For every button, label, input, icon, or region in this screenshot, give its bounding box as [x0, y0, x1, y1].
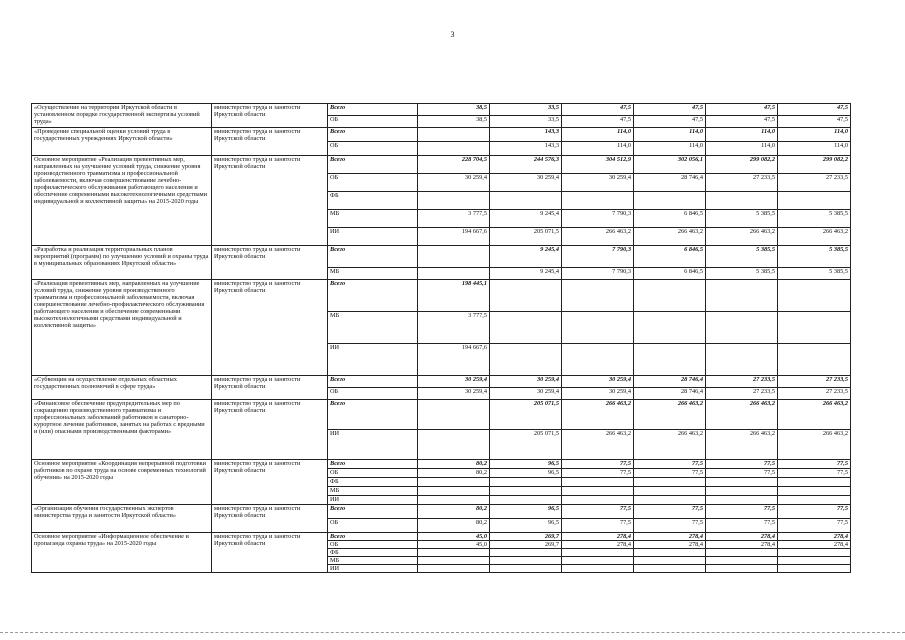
- amount-cell: [490, 565, 562, 573]
- executor: министерство труда и занятости Иркутской области: [212, 246, 328, 280]
- amount-cell: 5 385,5: [778, 246, 851, 268]
- executor: министерство труда и занятости Иркутской области: [212, 400, 328, 460]
- funding-source: ОБ: [328, 116, 418, 128]
- amount-cell: 299 082,2: [778, 156, 851, 174]
- amount-cell: 77,5: [634, 469, 706, 478]
- executor: министерство труда и занятости Иркутской области: [212, 280, 328, 376]
- amount-cell: 27 233,5: [706, 388, 778, 400]
- amount-cell: 30 259,4: [418, 174, 490, 192]
- funding-source: Всего: [328, 505, 418, 519]
- amount-cell: [706, 549, 778, 557]
- executor: министерство труда и занятости Иркутской области: [212, 505, 328, 533]
- amount-cell: [706, 312, 778, 344]
- amount-cell: 30 259,4: [490, 174, 562, 192]
- amount-cell: [634, 496, 706, 505]
- executor: министерство труда и занятости Иркутской области: [212, 533, 328, 573]
- funding-source: ИИ: [328, 496, 418, 505]
- amount-cell: 47,5: [706, 116, 778, 128]
- amount-cell: [562, 487, 634, 496]
- amount-cell: 47,5: [634, 104, 706, 116]
- amount-cell: 47,5: [562, 104, 634, 116]
- amount-cell: 38,5: [418, 104, 490, 116]
- amount-cell: [778, 312, 851, 344]
- amount-cell: 96,5: [490, 505, 562, 519]
- amount-cell: 27 233,5: [706, 174, 778, 192]
- amount-cell: 80,2: [418, 469, 490, 478]
- activity-name: «Реализация превентивных мер, направленных на улучшение условий труда, снижение уровня производственного травматизма и профессиональной заболеваемости, включая совершенствование лечебно-профилактического обслуживания работающего населения и обеспечение современными высокотехнологичными средствами индивидуальной и коллективной защиты»: [32, 280, 212, 376]
- amount-cell: [634, 192, 706, 210]
- amount-cell: 6 846,5: [634, 210, 706, 228]
- funding-source: ИИ: [328, 565, 418, 573]
- amount-cell: [778, 565, 851, 573]
- amount-cell: [490, 557, 562, 565]
- amount-cell: 47,5: [634, 116, 706, 128]
- amount-cell: 3 777,5: [418, 312, 490, 344]
- executor: министерство труда и занятости Иркутской области: [212, 156, 328, 246]
- amount-cell: [706, 280, 778, 312]
- amount-cell: 33,5: [490, 116, 562, 128]
- amount-cell: 5 385,5: [706, 268, 778, 280]
- amount-cell: 114,0: [778, 142, 851, 156]
- activity-name: «Разработка и реализация территориальных планов мероприятий (программ) по улучшению условий и охраны труда в муниципальных образованиях Иркутской области»: [32, 246, 212, 280]
- table-row: [32, 280, 851, 312]
- amount-cell: 278,4: [778, 541, 851, 549]
- amount-cell: 114,0: [562, 128, 634, 142]
- activity-name: Основное мероприятие «Информационное обеспечение и пропаганда охраны труда» на 2015-2020 годы: [32, 533, 212, 573]
- funding-source: МБ: [328, 557, 418, 565]
- amount-cell: [778, 280, 851, 312]
- amount-cell: 77,5: [634, 460, 706, 469]
- amount-cell: 5 385,5: [778, 210, 851, 228]
- amount-cell: 77,5: [562, 519, 634, 533]
- amount-cell: [706, 344, 778, 376]
- amount-cell: 194 667,6: [418, 228, 490, 246]
- amount-cell: 33,5: [490, 104, 562, 116]
- amount-cell: 266 463,2: [706, 430, 778, 460]
- amount-cell: [418, 487, 490, 496]
- funding-source: Всего: [328, 156, 418, 174]
- amount-cell: [418, 496, 490, 505]
- amount-cell: [490, 344, 562, 376]
- amount-cell: 9 245,4: [490, 246, 562, 268]
- executor: министерство труда и занятости Иркутской области: [212, 460, 328, 505]
- page-bottom-edge: [0, 632, 905, 633]
- amount-cell: [562, 192, 634, 210]
- activity-name: «Субвенции на осуществление отдельных областных государственных полномочий в сфере труда»: [32, 376, 212, 400]
- amount-cell: 9 245,4: [490, 268, 562, 280]
- amount-cell: 299 082,2: [706, 156, 778, 174]
- funding-source: ОБ: [328, 174, 418, 192]
- amount-cell: 47,5: [562, 116, 634, 128]
- amount-cell: 28 746,4: [634, 388, 706, 400]
- amount-cell: 38,5: [418, 116, 490, 128]
- amount-cell: [418, 246, 490, 268]
- amount-cell: 28 746,4: [634, 376, 706, 388]
- amount-cell: 114,0: [634, 142, 706, 156]
- amount-cell: 278,4: [634, 533, 706, 541]
- amount-cell: [706, 496, 778, 505]
- funding-source: Всего: [328, 104, 418, 116]
- amount-cell: 77,5: [562, 505, 634, 519]
- amount-cell: 278,4: [706, 533, 778, 541]
- amount-cell: 45,0: [418, 533, 490, 541]
- amount-cell: 7 790,3: [562, 210, 634, 228]
- amount-cell: 266 463,2: [706, 228, 778, 246]
- amount-cell: 96,5: [490, 519, 562, 533]
- amount-cell: 9 245,4: [490, 210, 562, 228]
- funding-source: ОБ: [328, 388, 418, 400]
- table-row: [32, 246, 851, 268]
- amount-cell: 77,5: [706, 505, 778, 519]
- amount-cell: 30 259,4: [562, 174, 634, 192]
- amount-cell: 205 071,5: [490, 430, 562, 460]
- amount-cell: [778, 487, 851, 496]
- amount-cell: 7 790,3: [562, 268, 634, 280]
- amount-cell: 6 846,5: [634, 268, 706, 280]
- amount-cell: [634, 280, 706, 312]
- activity-name: Основное мероприятие «Координация непрерывной подготовки работников по охране труда на основе современных технологий обучения» на 2015-2020 годы: [32, 460, 212, 505]
- amount-cell: 228 704,5: [418, 156, 490, 174]
- amount-cell: [634, 478, 706, 487]
- funding-source: ОБ: [328, 519, 418, 533]
- amount-cell: 143,3: [490, 142, 562, 156]
- amount-cell: 80,2: [418, 460, 490, 469]
- amount-cell: 30 259,4: [418, 388, 490, 400]
- amount-cell: [418, 400, 490, 430]
- amount-cell: 47,5: [778, 116, 851, 128]
- amount-cell: 266 463,2: [634, 228, 706, 246]
- table-row: [32, 505, 851, 519]
- funding-source: МБ: [328, 210, 418, 228]
- amount-cell: [418, 549, 490, 557]
- amount-cell: [634, 487, 706, 496]
- amount-cell: 77,5: [706, 469, 778, 478]
- amount-cell: [634, 312, 706, 344]
- amount-cell: [778, 496, 851, 505]
- amount-cell: 114,0: [634, 128, 706, 142]
- funding-source: ФБ: [328, 192, 418, 210]
- amount-cell: 114,0: [706, 128, 778, 142]
- amount-cell: [490, 312, 562, 344]
- amount-cell: 77,5: [562, 469, 634, 478]
- amount-cell: 205 071,5: [490, 400, 562, 430]
- amount-cell: [778, 478, 851, 487]
- amount-cell: [562, 312, 634, 344]
- amount-cell: 278,4: [562, 541, 634, 549]
- activity-name: Основное мероприятие «Реализация превентивных мер, направленных на улучшение условий труда, снижение уровня производственного травматизма и профессиональной заболеваемости, включая совершенствование лечебно-профилактического обслуживания работающего населения и обеспечение современными высокотехнологичными средствами индивидуальной и коллективной защиты» на 2015-2020 годы: [32, 156, 212, 246]
- table-row: [32, 400, 851, 430]
- amount-cell: [778, 344, 851, 376]
- amount-cell: 77,5: [562, 460, 634, 469]
- table-row: [32, 128, 851, 142]
- amount-cell: 27 233,5: [778, 376, 851, 388]
- amount-cell: 266 463,2: [706, 400, 778, 430]
- funding-source: ИИ: [328, 430, 418, 460]
- amount-cell: 96,5: [490, 469, 562, 478]
- amount-cell: 5 385,5: [778, 268, 851, 280]
- amount-cell: 266 463,2: [778, 400, 851, 430]
- amount-cell: [490, 192, 562, 210]
- amount-cell: 205 071,5: [490, 228, 562, 246]
- amount-cell: [634, 344, 706, 376]
- amount-cell: [418, 478, 490, 487]
- amount-cell: [418, 565, 490, 573]
- amount-cell: 5 385,5: [706, 246, 778, 268]
- page-number: 3: [450, 30, 455, 39]
- funding-source: Всего: [328, 280, 418, 312]
- activity-name: «Осуществление на территории Иркутской области в установленном порядке государственной экспертизы условий труда»: [32, 104, 212, 128]
- amount-cell: [418, 430, 490, 460]
- amount-cell: [490, 487, 562, 496]
- amount-cell: 30 259,4: [562, 388, 634, 400]
- amount-cell: 266 463,2: [634, 430, 706, 460]
- amount-cell: [490, 478, 562, 487]
- amount-cell: 96,5: [490, 460, 562, 469]
- amount-cell: [418, 192, 490, 210]
- amount-cell: 114,0: [706, 142, 778, 156]
- amount-cell: [778, 549, 851, 557]
- amount-cell: 3 777,5: [418, 210, 490, 228]
- amount-cell: [490, 549, 562, 557]
- table-row: [32, 104, 851, 116]
- amount-cell: [706, 557, 778, 565]
- funding-source: Всего: [328, 376, 418, 388]
- activity-name: «Проведение специальной оценки условий труда в государственных учреждениях Иркутской области»: [32, 128, 212, 156]
- amount-cell: 266 463,2: [562, 400, 634, 430]
- funding-source: МБ: [328, 487, 418, 496]
- amount-cell: 114,0: [562, 142, 634, 156]
- executor: министерство труда и занятости Иркутской области: [212, 376, 328, 400]
- amount-cell: 244 576,3: [490, 156, 562, 174]
- amount-cell: 27 233,5: [706, 376, 778, 388]
- amount-cell: 269,7: [490, 541, 562, 549]
- amount-cell: 143,3: [490, 128, 562, 142]
- amount-cell: [490, 496, 562, 505]
- table-row: [32, 533, 851, 541]
- table-row: [32, 460, 851, 469]
- amount-cell: 7 790,3: [562, 246, 634, 268]
- amount-cell: 27 233,5: [778, 388, 851, 400]
- amount-cell: 77,5: [706, 519, 778, 533]
- executor: министерство труда и занятости Иркутской области: [212, 104, 328, 128]
- amount-cell: [418, 557, 490, 565]
- funding-source: Всего: [328, 460, 418, 469]
- amount-cell: 30 259,4: [490, 376, 562, 388]
- amount-cell: 5 385,5: [706, 210, 778, 228]
- amount-cell: 27 233,5: [778, 174, 851, 192]
- amount-cell: [562, 549, 634, 557]
- amount-cell: 47,5: [778, 104, 851, 116]
- amount-cell: 30 259,4: [562, 376, 634, 388]
- amount-cell: 47,5: [706, 104, 778, 116]
- amount-cell: 304 512,9: [562, 156, 634, 174]
- table-row: [32, 376, 851, 388]
- funding-source: Всего: [328, 533, 418, 541]
- funding-source: ФБ: [328, 549, 418, 557]
- amount-cell: 77,5: [778, 460, 851, 469]
- amount-cell: 198 445,1: [418, 280, 490, 312]
- amount-cell: [418, 128, 490, 142]
- amount-cell: [706, 487, 778, 496]
- amount-cell: [562, 557, 634, 565]
- table-row: [32, 156, 851, 174]
- amount-cell: 302 056,1: [634, 156, 706, 174]
- funding-source: ФБ: [328, 478, 418, 487]
- amount-cell: 6 846,5: [634, 246, 706, 268]
- funding-source: ОБ: [328, 142, 418, 156]
- amount-cell: 266 463,2: [778, 228, 851, 246]
- funding-source: ИИ: [328, 344, 418, 376]
- activity-name: «Финансовое обеспечение предупредительных мер по сокращению производственного травматизма и профессиональных заболеваний работников и санаторно-курортное лечение работников, занятых на работах с вредными и (или) опасными производственными факторами»: [32, 400, 212, 460]
- amount-cell: [562, 344, 634, 376]
- amount-cell: 266 463,2: [562, 228, 634, 246]
- amount-cell: 278,4: [562, 533, 634, 541]
- amount-cell: [562, 280, 634, 312]
- funding-source: ИИ: [328, 228, 418, 246]
- funding-source: Всего: [328, 128, 418, 142]
- funding-source: Всего: [328, 400, 418, 430]
- amount-cell: [562, 565, 634, 573]
- amount-cell: 80,2: [418, 519, 490, 533]
- amount-cell: 77,5: [634, 519, 706, 533]
- funding-source: ОБ: [328, 541, 418, 549]
- amount-cell: [634, 557, 706, 565]
- amount-cell: [778, 557, 851, 565]
- amount-cell: 266 463,2: [562, 430, 634, 460]
- amount-cell: [706, 192, 778, 210]
- amount-cell: 77,5: [706, 460, 778, 469]
- amount-cell: 30 259,4: [418, 376, 490, 388]
- amount-cell: 77,5: [778, 469, 851, 478]
- funding-source: Всего: [328, 246, 418, 268]
- activity-name: «Организация обучения государственных экспертов министерства труда и занятости Иркутской области»: [32, 505, 212, 533]
- amount-cell: 77,5: [778, 519, 851, 533]
- amount-cell: 80,2: [418, 505, 490, 519]
- amount-cell: 194 667,6: [418, 344, 490, 376]
- funding-source: МБ: [328, 268, 418, 280]
- amount-cell: [490, 280, 562, 312]
- amount-cell: 269,7: [490, 533, 562, 541]
- amount-cell: [634, 565, 706, 573]
- amount-cell: [706, 478, 778, 487]
- amount-cell: [634, 549, 706, 557]
- amount-cell: 30 259,4: [490, 388, 562, 400]
- funding-source: ОБ: [328, 469, 418, 478]
- amount-cell: 266 463,2: [778, 430, 851, 460]
- amount-cell: 28 746,4: [634, 174, 706, 192]
- amount-cell: 114,0: [778, 128, 851, 142]
- budget-table: [31, 103, 851, 573]
- executor: министерство труда и занятости Иркутской области: [212, 128, 328, 156]
- amount-cell: 266 463,2: [634, 400, 706, 430]
- amount-cell: 278,4: [706, 541, 778, 549]
- amount-cell: 278,4: [634, 541, 706, 549]
- amount-cell: [418, 268, 490, 280]
- amount-cell: 45,0: [418, 541, 490, 549]
- amount-cell: [778, 192, 851, 210]
- amount-cell: [706, 565, 778, 573]
- funding-source: МБ: [328, 312, 418, 344]
- amount-cell: [418, 142, 490, 156]
- amount-cell: 77,5: [778, 505, 851, 519]
- amount-cell: 77,5: [634, 505, 706, 519]
- amount-cell: 278,4: [778, 533, 851, 541]
- amount-cell: [562, 478, 634, 487]
- amount-cell: [562, 496, 634, 505]
